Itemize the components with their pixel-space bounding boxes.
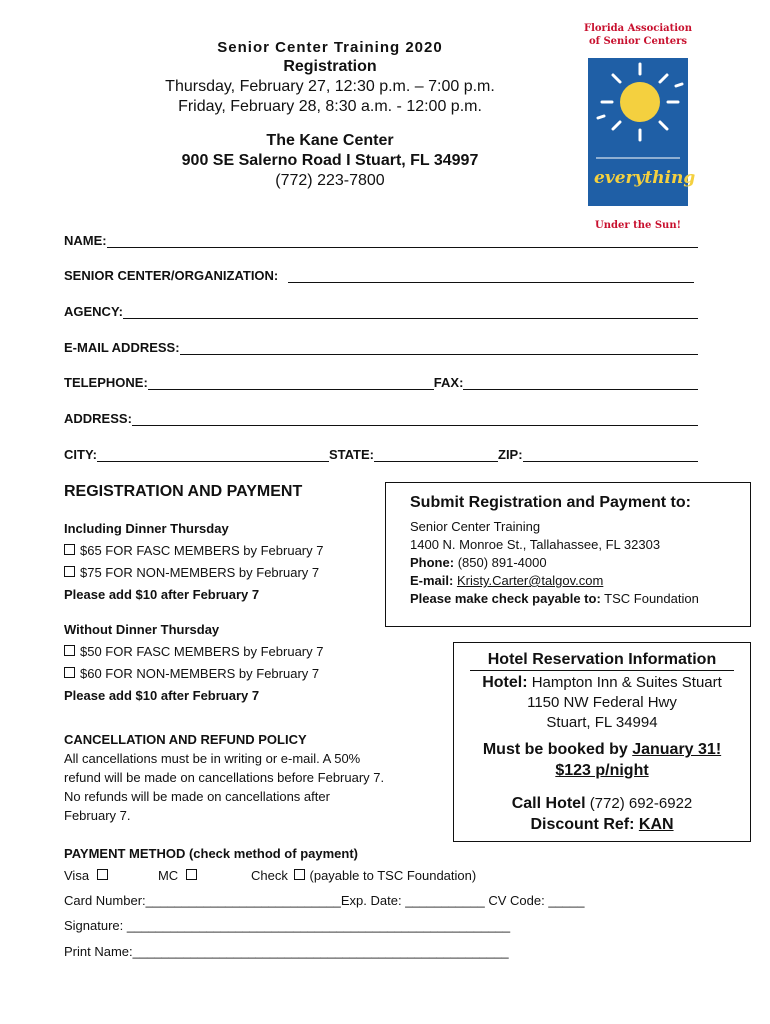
cv-code-label: CV Code: [488, 893, 545, 908]
telephone-label: TELEPHONE: [64, 375, 148, 390]
payment-methods [64, 868, 524, 883]
event-date-thursday: Thursday, February 27, 12:30 p.m. – 7:00 p.m. [165, 78, 495, 95]
signature-label: Signature: [64, 918, 124, 933]
without-dinner-heading: Without Dinner Thursday [64, 622, 220, 637]
late-fee-note: Please add $10 after February 7 [64, 587, 260, 602]
registration-title: REGISTRATION AND PAYMENT [64, 483, 303, 500]
card-number-label: Card Number: [64, 893, 146, 908]
policy-title: CANCELLATION AND REFUND POLICY [64, 732, 307, 747]
policy-line: February 7. [64, 808, 131, 823]
sun-icon [588, 58, 688, 168]
visa-option[interactable] [64, 868, 113, 883]
agency-field[interactable] [123, 305, 698, 319]
city-field[interactable] [97, 448, 329, 462]
submit-check [410, 590, 750, 608]
hotel-title: Hotel Reservation Information [470, 651, 734, 671]
submit-line2: 1400 N. Monroe St., Tallahassee, FL 32303 [410, 537, 661, 552]
logo-org-line2: of Senior Centers [589, 36, 687, 47]
venue-address: 900 SE Salerno Road I Stuart, FL 34997 [181, 152, 479, 169]
fax-label: FAX: [433, 375, 464, 390]
logo-word: everything [594, 168, 696, 188]
address-row [64, 408, 698, 426]
discount-ref [454, 814, 750, 835]
address-field[interactable] [132, 412, 698, 426]
call-label: Call Hotel [511, 795, 586, 812]
check-payee: TSC Foundation [604, 591, 699, 606]
hotel-info-box [453, 642, 751, 842]
option-label: $65 FOR FASC MEMBERS by February 7 [80, 543, 324, 558]
registration-options-no-dinner [64, 619, 444, 707]
option-label: $75 FOR NON-MEMBERS by February 7 [80, 565, 320, 580]
hotel-label: Hotel: [482, 674, 528, 691]
discount-label: Discount Ref: [530, 816, 635, 833]
mc-label: MC [157, 868, 179, 883]
submit-info-box [385, 482, 751, 627]
logo-tagline: Under the Sun! [595, 220, 681, 231]
name-label: NAME: [64, 233, 107, 248]
telephone-field[interactable] [148, 376, 434, 390]
cancellation-policy [64, 730, 454, 825]
email-field[interactable] [180, 341, 698, 355]
option-no-dinner-member[interactable] [64, 641, 444, 663]
logo-org-line1: Florida Association [583, 23, 692, 34]
telephone-row [64, 372, 698, 390]
state-label: STATE: [328, 447, 374, 462]
booking-deadline [454, 739, 750, 760]
submit-email [410, 572, 750, 590]
checkbox[interactable] [64, 566, 75, 577]
checkbox[interactable] [64, 645, 75, 656]
fasc-logo [572, 22, 704, 231]
policy-line: No refunds will be made on cancellations after [64, 789, 330, 804]
submit-title: Submit Registration and Payment to: [410, 494, 691, 511]
signature-field[interactable]: _____________________________________________________ [126, 918, 511, 933]
hotel-name-line [454, 673, 750, 693]
check-label: Please make check payable to: [410, 591, 601, 606]
option-label: $50 FOR FASC MEMBERS by February 7 [80, 644, 324, 659]
check-note: (payable to TSC Foundation) [309, 868, 477, 883]
option-no-dinner-nonmember[interactable] [64, 663, 444, 685]
submit-phone [410, 554, 750, 572]
email-label: E-mail: [410, 573, 454, 588]
city-row [64, 444, 698, 462]
check-label: Check [251, 868, 288, 883]
email-label: E-MAIL ADDRESS: [64, 340, 180, 355]
venue-name: The Kane Center [266, 132, 394, 149]
city-label: CITY: [64, 447, 97, 462]
policy-line: All cancellations must be in writing or e-mail. A 50% [64, 751, 361, 766]
name-row [64, 230, 698, 248]
fax-field[interactable] [463, 376, 698, 390]
agency-label: AGENCY: [64, 304, 123, 319]
phone-label: Phone: [410, 555, 455, 570]
hotel-street: 1150 NW Federal Hwy [527, 694, 677, 711]
visa-label: Visa [64, 868, 90, 883]
agency-row [64, 301, 698, 319]
venue-phone: (772) 223-7800 [275, 172, 385, 189]
signature-row [64, 918, 510, 933]
booking-date: January 31! [632, 741, 722, 758]
print-name-label: Print Name: [64, 944, 133, 959]
mc-option[interactable] [158, 868, 202, 883]
event-date-friday: Friday, February 28, 8:30 a.m. - 12:00 p.m. [178, 98, 482, 115]
organization-row [64, 265, 694, 283]
organization-label: SENIOR CENTER/ORGANIZATION: [64, 268, 279, 283]
payment-title: PAYMENT METHOD (check method of payment) [64, 846, 358, 861]
card-row [64, 893, 585, 908]
event-subtitle: Registration [283, 58, 377, 75]
option-label: $60 FOR NON-MEMBERS by February 7 [80, 666, 320, 681]
discount-code: KAN [638, 816, 674, 833]
zip-label: ZIP: [498, 447, 523, 462]
check-checkbox[interactable] [294, 869, 305, 880]
option-with-dinner-nonmember[interactable] [64, 562, 384, 584]
email-row [64, 337, 698, 355]
checkbox[interactable] [64, 544, 75, 555]
exp-date-field[interactable]: ___________ [405, 893, 485, 908]
hotel-rate [454, 760, 750, 781]
registration-options [64, 518, 384, 606]
event-title: Senior Center Training 2020 [217, 39, 443, 56]
phone-value: (850) 891-4000 [457, 555, 547, 570]
state-field[interactable] [374, 448, 498, 462]
zip-field[interactable] [523, 448, 698, 462]
late-fee-note: Please add $10 after February 7 [64, 688, 260, 703]
rate-value: $123 p/night [555, 762, 649, 779]
card-number-field[interactable]: ___________________________ [145, 893, 341, 908]
with-dinner-heading: Including Dinner Thursday [64, 521, 229, 536]
hotel-call [454, 794, 750, 814]
exp-date-label: Exp. Date: [340, 893, 402, 908]
print-name-row [64, 944, 509, 959]
address-label: ADDRESS: [64, 411, 132, 426]
check-option[interactable] [251, 868, 476, 883]
policy-line: refund will be made on cancellations before February 7. [64, 770, 385, 785]
booking-prefix: Must be booked by [482, 741, 628, 758]
event-header [100, 38, 560, 191]
mc-checkbox[interactable] [186, 869, 197, 880]
visa-checkbox[interactable] [97, 869, 108, 880]
email-link[interactable]: Kristy.Carter@talgov.com [456, 573, 604, 588]
cv-code-field[interactable]: _____ [548, 893, 585, 908]
hotel-city: Stuart, FL 34994 [546, 714, 658, 731]
submit-line1: Senior Center Training [410, 519, 541, 534]
logo-panel [588, 58, 696, 206]
option-with-dinner-member[interactable] [64, 540, 384, 562]
checkbox[interactable] [64, 667, 75, 678]
call-phone: (772) 692-6922 [589, 795, 693, 812]
print-name-field[interactable]: ____________________________________________________ [132, 944, 509, 959]
organization-field[interactable] [288, 269, 694, 283]
name-field[interactable] [107, 234, 698, 248]
hotel-name: Hampton Inn & Suites Stuart [531, 674, 722, 691]
